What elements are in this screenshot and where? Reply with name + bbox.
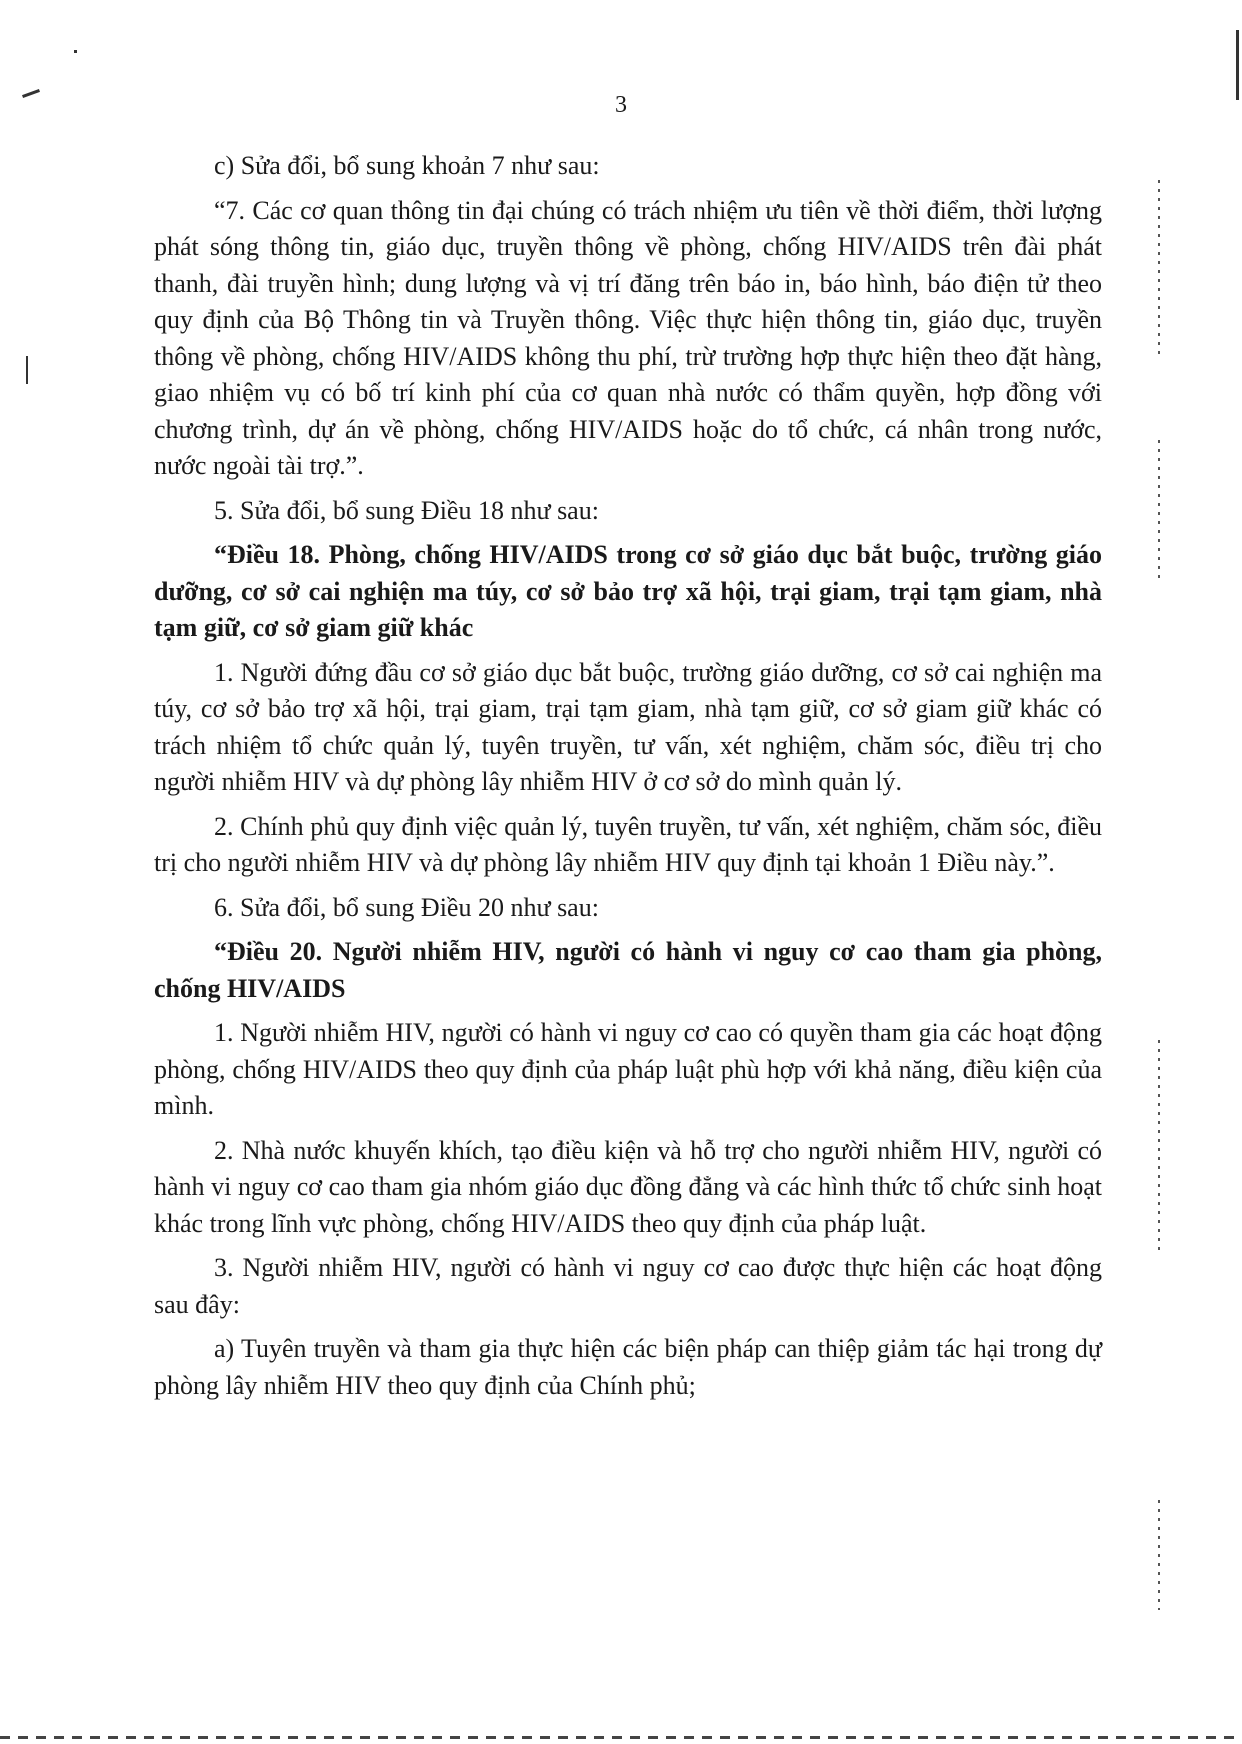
- scan-mark-right-edge: [1236, 30, 1239, 100]
- scan-dash-right-2: [1158, 440, 1160, 580]
- paragraph-clause-c: c) Sửa đổi, bổ sung khoản 7 như sau:: [214, 151, 600, 180]
- scan-dash-right-1: [1158, 180, 1160, 360]
- article-20-heading: “Điều 20. Người nhiễm HIV, người có hành vi nguy cơ cao tham gia phòng, chống HIV/AIDS: [154, 937, 1102, 1003]
- paragraph-amend-article-18: 5. Sửa đổi, bổ sung Điều 18 như sau:: [214, 495, 599, 525]
- article-18-clause-1: 1. Người đứng đầu cơ sở giáo dục bắt buộc, trường giáo dưỡng, cơ sở cai nghiện ma túy, cơ sở bảo trợ xã hội, trại giam, trại tạm giam, nhà tạm giữ, cơ sở giam giữ khác có trách nhiệm tổ chức quản lý, tuyên truyền, tư vấn, xét nghiệm, chăm sóc, điều trị cho người nhiễm HIV và dự phòng lây nhiễm HIV ở cơ sở do mình quản lý.: [154, 657, 1102, 796]
- paragraph-amend-article-20: 6. Sửa đổi, bổ sung Điều 20 như sau:: [214, 892, 599, 922]
- article-20-clause-3: 3. Người nhiễm HIV, người có hành vi nguy cơ cao được thực hiện các hoạt động sau đây:: [154, 1253, 1102, 1319]
- document-body: [154, 148, 1102, 1412]
- scan-edge-bottom: [0, 1736, 1242, 1739]
- article-20-clause-3a: a) Tuyên truyền và tham gia thực hiện các biện pháp can thiệp giảm tác hại trong dự phòng lây nhiễm HIV theo quy định của Chính phủ;: [154, 1334, 1102, 1400]
- scan-dash-right-4: [1158, 1500, 1160, 1610]
- page-number: 3: [615, 92, 627, 118]
- scan-dot-top-left: [74, 50, 77, 53]
- article-20-clause-1: 1. Người nhiễm HIV, người có hành vi nguy cơ cao có quyền tham gia các hoạt động phòng, chống HIV/AIDS theo quy định của pháp luật phù hợp với khả năng, điều kiện của mình.: [154, 1018, 1102, 1120]
- article-18-clause-2: 2. Chính phủ quy định việc quản lý, tuyên truyền, tư vấn, xét nghiệm, chăm sóc, điều trị cho người nhiễm HIV và dự phòng lây nhiễm HIV quy định tại khoản 1 Điều này.”.: [154, 811, 1102, 877]
- article-20-clause-2: 2. Nhà nước khuyến khích, tạo điều kiện và hỗ trợ cho người nhiễm HIV, người có hành vi nguy cơ cao tham gia nhóm giáo dục đồng đẳng và các hình thức tổ chức sinh hoạt khác trong lĩnh vực phòng, chống HIV/AIDS theo quy định của pháp luật.: [154, 1135, 1102, 1238]
- article-18-heading: “Điều 18. Phòng, chống HIV/AIDS trong cơ sở giáo dục bắt buộc, trường giáo dưỡng, cơ sở cai nghiện ma túy, cơ sở bảo trợ xã hội, trại giam, trại tạm giam, nhà tạm giữ, cơ sở giam giữ khác: [154, 540, 1102, 642]
- scan-mark-left: [26, 356, 28, 384]
- scan-dash-right-3: [1158, 1040, 1160, 1250]
- paragraph-clause-7-text: “7. Các cơ quan thông tin đại chúng có trách nhiệm ưu tiên về thời điểm, thời lượng phát sóng thông tin, giáo dục, truyền thông về phòng, chống HIV/AIDS trên đài phát thanh, đài truyền hình; dung lượng và vị trí đăng trên báo in, báo hình, báo điện tử theo quy định của Bộ Thông tin và Truyền thông. Việc thực hiện thông tin, giáo dục, truyền thông về phòng, chống HIV/AIDS không thu phí, trừ trường hợp thực hiện theo đặt hàng, giao nhiệm vụ có bố trí kinh phí của cơ quan nhà nước có thẩm quyền, hợp đồng với chương trình, dự án về phòng, chống HIV/AIDS hoặc do tổ chức, cá nhân trong nước, nước ngoài tài trợ.”.: [154, 195, 1102, 480]
